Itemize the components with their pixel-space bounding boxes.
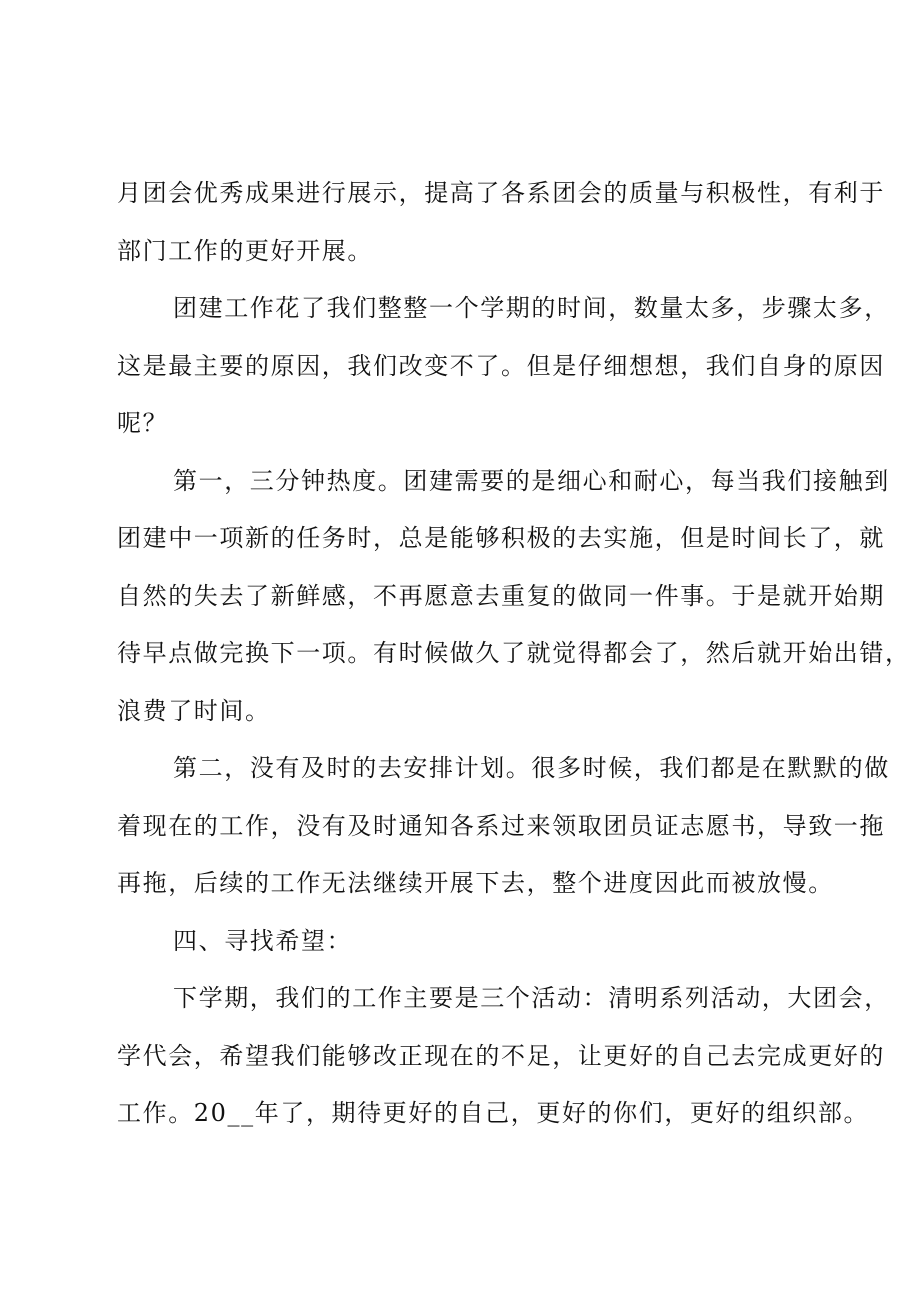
text-line: 自然的失去了新鲜感，不再愿意去重复的做同一件事。于是就开始期 [117, 581, 885, 610]
text-line: 这是最主要的原因，我们改变不了。但是仔细想想，我们自身的原因 [117, 351, 885, 380]
paragraph [117, 280, 890, 453]
text-line: 呢？ [117, 409, 169, 437]
paragraph [117, 165, 885, 280]
text-line: 待早点做完换下一项。有时候做久了就觉得都会了，然后就开始出错， [117, 639, 911, 667]
text-line: 再拖，后续的工作无法继续开展下去，整个进度因此而被放慢。 [117, 869, 834, 897]
text-line: 月团会优秀成果进行展示，提高了各系团会的质量与积极性，有利于 [117, 179, 885, 207]
text-line: 着现在的工作，没有及时通知各系过来领取团员证志愿书，导致一拖 [117, 811, 885, 840]
text-line: 工作。20__年了，期待更好的自己，更好的你们，更好的组织部。 [117, 1099, 870, 1127]
text-line: 第二，没有及时的去安排计划。很多时候，我们都是在默默的做 [173, 754, 890, 782]
document-body [117, 165, 911, 1143]
paragraph [117, 740, 890, 913]
text-line: 部门工作的更好开展。 [117, 236, 373, 265]
text-line: 浪费了时间。 [117, 696, 271, 725]
section-heading: 四、寻找希望： [173, 926, 353, 955]
text-line: 下学期，我们的工作主要是三个活动：清明系列活动，大团会， [173, 984, 890, 1012]
text-line: 学代会，希望我们能够改正现在的不足，让更好的自己去完成更好的 [117, 1041, 885, 1070]
text-line: 团建中一项新的任务时，总是能够积极的去实施，但是时间长了，就 [117, 524, 885, 552]
paragraph [117, 453, 911, 741]
paragraph [117, 913, 827, 971]
text-line: 团建工作花了我们整整一个学期的时间，数量太多，步骤太多， [173, 294, 890, 322]
paragraph [117, 970, 890, 1143]
text-line: 第一，三分钟热度。团建需要的是细心和耐心，每当我们接触到 [173, 466, 890, 495]
